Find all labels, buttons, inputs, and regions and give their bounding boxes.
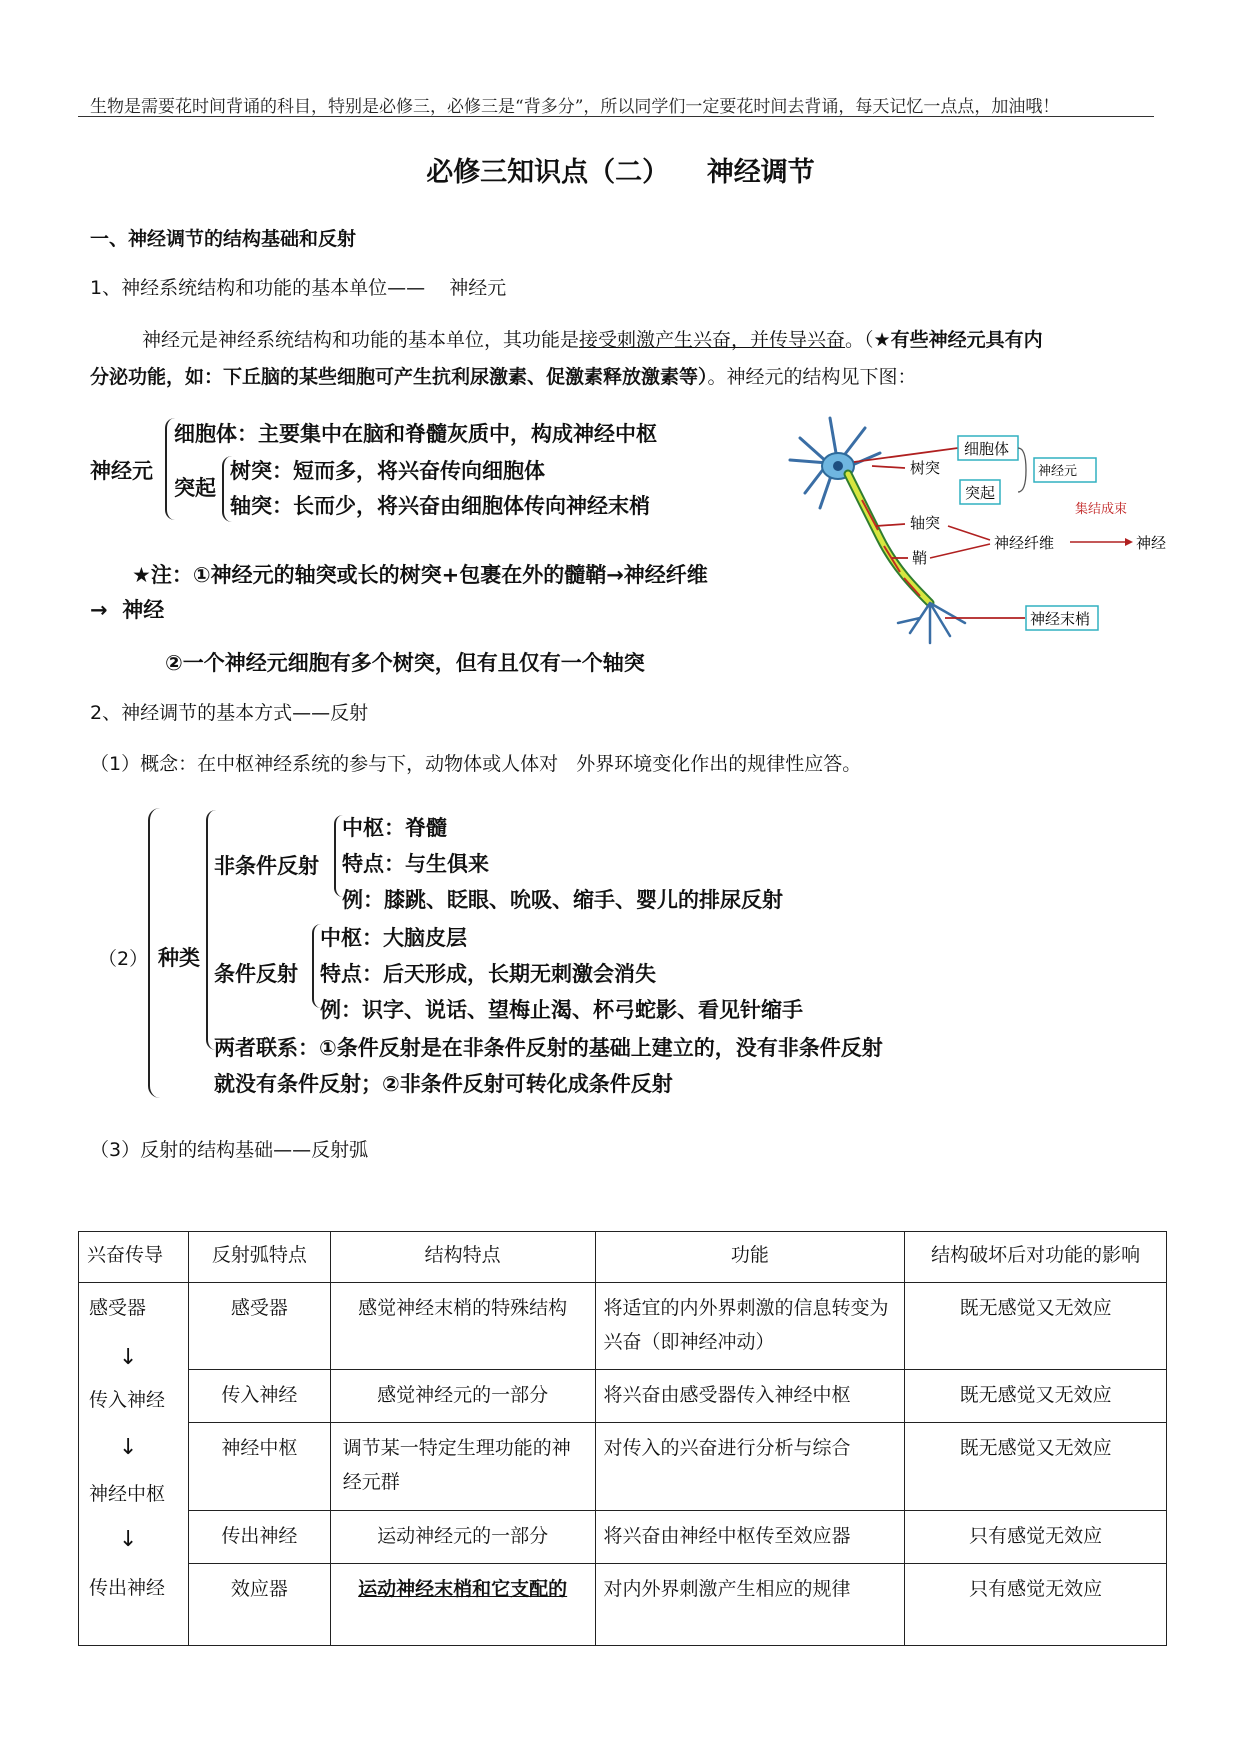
concept-line: （1）概念：在中枢神经系统的参与下，动物体或人体对 外界环境变化作出的规律性应答。	[90, 753, 862, 775]
relation-line2: 就没有条件反射；②非条件反射可转化成条件反射	[214, 1072, 673, 1096]
table-cell: 运动神经末梢和它支配的	[330, 1564, 595, 1646]
page-title: 必修三知识点（二） 神经调节	[426, 157, 815, 188]
table-header: 功能	[595, 1232, 905, 1283]
table-cell: 感受器	[188, 1283, 330, 1370]
diagram-bundle: 集结成束	[1075, 502, 1128, 517]
section-heading: 一、神经调节的结构基础和反射	[90, 228, 357, 250]
table-cell: 将兴奋由神经中枢传至效应器	[595, 1511, 905, 1564]
table-cell: 感觉神经元的一部分	[330, 1370, 595, 1423]
para-bold: ★有些神经元具有内	[873, 329, 1043, 351]
unconditioned-feature: 特点：与生俱来	[342, 852, 489, 876]
diagram-fiber: 神经纤维	[994, 534, 1055, 552]
diagram-neuron: 神经元	[1038, 464, 1078, 479]
header-note: 生物是需要花时间背诵的科目，特别是必修三，必修三是“背多分”，所以同学们一定要花时间去背诵，每天记忆一点点，加油哦！	[90, 97, 1060, 117]
types-label: 种类	[158, 946, 200, 970]
subheading-neuron: 1、神经系统结构和功能的基本单位—— 神经元	[90, 277, 507, 299]
table-cell: 调节某一特定生理功能的神经元群	[330, 1423, 595, 1511]
brace	[206, 810, 216, 1050]
reflex-arc-table	[78, 1231, 1167, 1646]
table-row	[79, 1511, 1167, 1564]
table-cell: 感觉神经末梢的特殊结构	[330, 1283, 595, 1370]
neuron-diagram	[780, 408, 1180, 653]
table-cell: 将兴奋由感受器传入神经中枢	[595, 1370, 905, 1423]
relation-line1: 两者联系：①条件反射是在非条件反射的基础上建立的，没有非条件反射	[214, 1036, 883, 1060]
para-text: 。（	[845, 329, 874, 351]
table-cell: 既无感觉又无效应	[905, 1370, 1167, 1423]
table-cell: 将适宜的内外界刺激的信息转变为兴奋（即神经冲动）	[595, 1283, 905, 1370]
paragraph-line1	[142, 325, 1043, 352]
axon-line: 轴突：长而少，将兴奋由细胞体传向神经末梢	[230, 494, 650, 518]
diagram-sheath: 鞘	[912, 549, 928, 567]
note-1: ★注：①神经元的轴突或长的树突+包裹在外的髓鞘→神经纤维	[132, 563, 708, 587]
table-row	[79, 1283, 1167, 1370]
diagram-nerve: 神经	[1136, 534, 1167, 552]
table-row	[79, 1564, 1167, 1646]
flow-step: 神经中枢	[89, 1483, 166, 1505]
table-cell: 传入神经	[188, 1370, 330, 1423]
unconditioned-center: 中枢：脊髓	[342, 816, 447, 840]
subheading-reflex: 2、神经调节的基本方式——反射	[90, 702, 369, 724]
para-text: 神经元是神经系统结构和功能的基本单位，其功能是	[142, 329, 580, 351]
table-cell: 效应器	[188, 1564, 330, 1646]
subheading-arc: （3）反射的结构基础——反射弧	[90, 1139, 369, 1161]
table-cell: 神经中枢	[188, 1423, 330, 1511]
diagram-cell-body: 细胞体	[964, 440, 1010, 458]
table-header: 结构破坏后对功能的影响	[905, 1232, 1167, 1283]
down-arrow-icon: ↓	[119, 1435, 138, 1460]
table-cell: 既无感觉又无效应	[905, 1423, 1167, 1511]
diagram-axon: 轴突	[910, 514, 941, 532]
table-cell: 既无感觉又无效应	[905, 1283, 1167, 1370]
unconditioned-label: 非条件反射	[214, 854, 319, 878]
table-header: 反射弧特点	[188, 1232, 330, 1283]
table-cell: 传出神经	[188, 1511, 330, 1564]
conditioned-label: 条件反射	[214, 962, 298, 986]
conditioned-example: 例：识字、说话、望梅止渴、杯弓蛇影、看见针缩手	[320, 998, 803, 1022]
table-header-row	[79, 1232, 1167, 1283]
table-cell: 对内外界刺激产生相应的规律	[595, 1564, 905, 1646]
header-divider	[78, 116, 1154, 117]
diagram-dendrite: 树突	[910, 459, 941, 477]
down-arrow-icon: ↓	[119, 1527, 138, 1552]
note-2: ②一个神经元细胞有多个树突，但有且仅有一个轴突	[165, 651, 645, 675]
cell-body-line: 细胞体：主要集中在脑和脊髓灰质中，构成神经中枢	[174, 422, 657, 446]
table-row	[79, 1370, 1167, 1423]
table-cell: 运动神经元的一部分	[330, 1511, 595, 1564]
table-header: 结构特点	[330, 1232, 595, 1283]
table-row	[79, 1423, 1167, 1511]
conditioned-feature: 特点：后天形成，长期无刺激会消失	[320, 962, 656, 986]
note-1-continued: → 神经	[90, 598, 165, 622]
table-cell: 只有感觉无效应	[905, 1511, 1167, 1564]
down-arrow-icon: ↓	[119, 1345, 138, 1370]
para-underlined: 接受刺激产生兴奋，并传导兴奋	[579, 329, 846, 351]
flow-step: 传出神经	[89, 1577, 166, 1599]
unconditioned-example: 例：膝跳、眨眼、吮吸、缩手、婴儿的排尿反射	[342, 888, 783, 912]
process-label: 突起	[174, 476, 216, 500]
flow-step: 传入神经	[89, 1389, 166, 1411]
dendrite-line: 树突：短而多，将兴奋传向细胞体	[230, 459, 545, 483]
types-number: （2）	[98, 948, 149, 970]
para-bold: 分泌功能，如：下丘脑的某些细胞可产生抗利尿激素、促激素释放激素等）	[90, 366, 708, 388]
conditioned-center: 中枢：大脑皮层	[320, 926, 467, 950]
paragraph-line2	[90, 362, 917, 389]
neuron-label: 神经元	[90, 459, 153, 483]
para-text: 。神经元的结构见下图：	[707, 366, 917, 388]
diagram-process: 突起	[965, 484, 996, 502]
table-header: 兴奋传导	[79, 1232, 189, 1283]
flow-step: 感受器	[89, 1297, 147, 1319]
flow-cell	[79, 1283, 189, 1646]
diagram-terminal: 神经末梢	[1030, 610, 1091, 628]
table-cell: 只有感觉无效应	[905, 1564, 1167, 1646]
table-cell: 对传入的兴奋进行分析与综合	[595, 1423, 905, 1511]
